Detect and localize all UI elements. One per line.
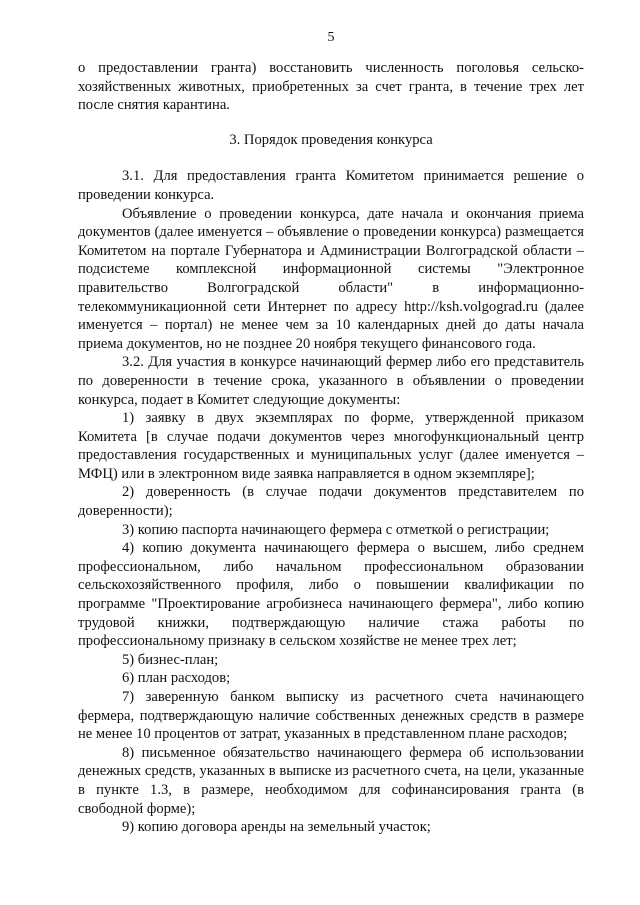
section-heading: 3. Порядок проведения конкурса bbox=[229, 131, 433, 148]
paragraph-3-2: 3.2. Для участия в конкурсе начинающий фермер либо его представитель по доверенности в течение срока, указанного в объявлении о проведении конкурса, подает в Комитет следующие документы: bbox=[78, 354, 584, 408]
paragraph-3-1: 3.1. Для предоставления гранта Комитетом принимается решение о проведении конкурса. bbox=[78, 168, 584, 203]
list-item-6: 6) план расходов; bbox=[122, 670, 231, 687]
paragraph-announcement: Объявление о проведении конкурса, дате начала и окончания приема документов (далее именуется – объявление о проведении конкурса) размещается Комитетом на портале Губернатора и Администрации Волгоградской области – подсистеме комплексной информационной системы "Электронное правительство Волгоградской области" в информационно-телекоммуникационной сети Интернет по адресу http://ksh.volgograd.ru (далее именуется – портал) не менее чем за 10 календарных дней до даты начала приема документов, но не позднее 20 ноября текущего финансового года. bbox=[78, 205, 584, 352]
list-item-5: 5) бизнес-план; bbox=[122, 651, 219, 668]
list-item-2: 2) доверенность (в случае подачи документов представителем по доверенности); bbox=[78, 484, 584, 520]
list-item-8: 8) письменное обязательство начинающего фермера об использовании денежных средств, указанных в выписке из расчетного счета, на цели, указанные в пункте 1.3, в размере, необходимом для софинансирования гранта (в свободной форме); bbox=[78, 744, 584, 817]
list-item-3: 3) копию паспорта начинающего фермера с отметкой о регистрации; bbox=[122, 521, 550, 538]
list-item-4: 4) копию документа начинающего фермера о высшем, либо среднем профессиональном, либо начальном профессиональном образовании сельскохозяйственного профиля, либо о повышении квалификации по программе "Проектирование агробизнеса начинающего фермера", либо копию трудовой книжки, подтверждающую наличие стажа работы по профессиональному признаку в сельском хозяйстве не менее трех лет; bbox=[78, 540, 584, 650]
paragraph-continuation: о предоставлении гранта) восстановить численность поголовья сельско-хозяйственных животных, приобретенных за счет гранта, в течение трех лет после снятия карантина. bbox=[78, 60, 584, 114]
page-number: 5 bbox=[327, 30, 335, 45]
list-item-1: 1) заявку в двух экземплярах по форме, утвержденной приказом Комитета [в случае подачи документов через многофункциональный центр предоставления государственных и муниципальных услуг (далее именуется – МФЦ) или в электронном виде заявка направляется в одном экземпляре]; bbox=[78, 410, 584, 482]
list-item-7: 7) заверенную банком выписку из расчетного счета начинающего фермера, подтверждающую наличие собственных денежных средств в размере не менее 10 процентов от затрат, указанных в представленном плане расходов; bbox=[78, 689, 584, 743]
list-item-9: 9) копию договора аренды на земельный участок; bbox=[122, 819, 431, 836]
